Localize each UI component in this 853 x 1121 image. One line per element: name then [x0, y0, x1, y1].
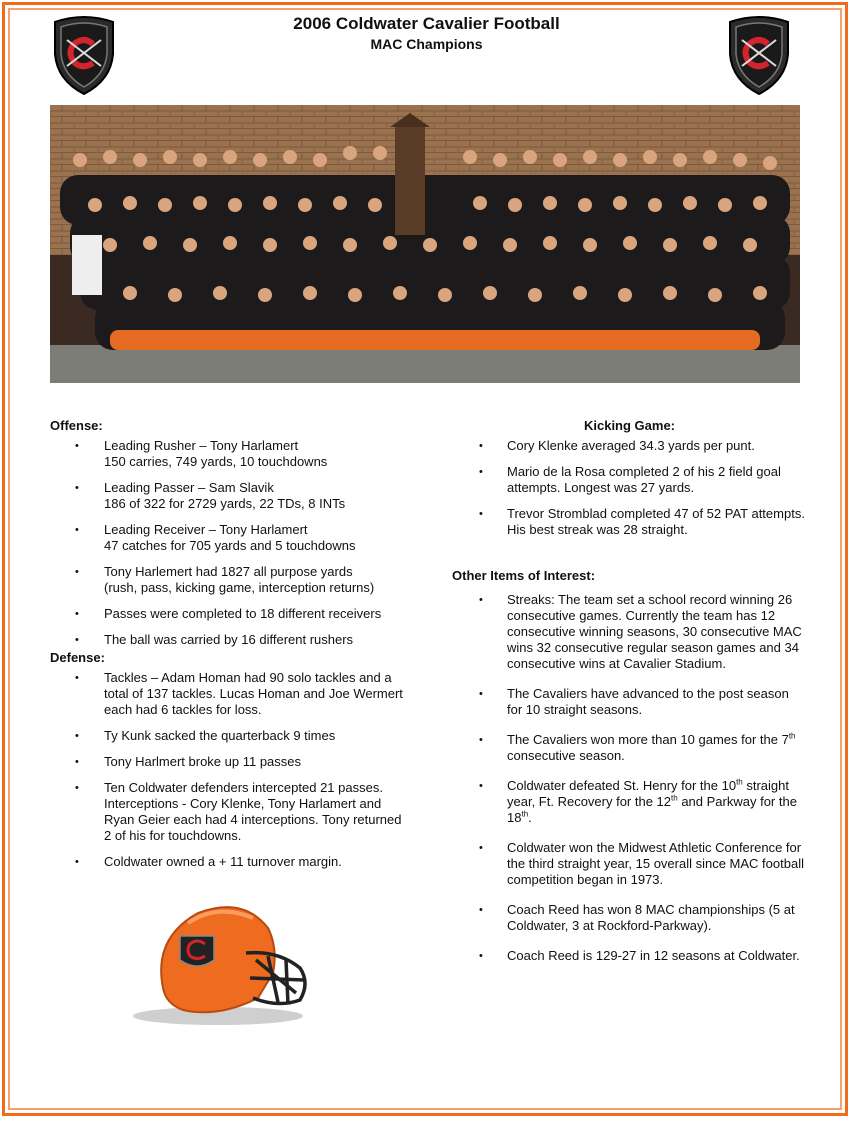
page-subtitle: MAC Champions: [370, 36, 483, 52]
list-item: • Coach Reed has won 8 MAC championships (5 at Coldwater, 3 at Rockford-Parkway).: [479, 902, 795, 933]
kicking-heading: Kicking Game:: [583, 418, 676, 433]
bullet-icon: •: [75, 782, 79, 794]
bullet-icon: •: [479, 842, 483, 854]
list-item: • The Cavaliers have advanced to the post season for 10 straight seasons.: [479, 686, 789, 717]
team-photo: [50, 105, 800, 383]
bullet-icon: •: [75, 440, 79, 452]
list-item: • Trevor Stromblad completed 47 of 52 PAT attempts. His best streak was 28 straight.: [479, 506, 805, 537]
bullet-icon: •: [75, 856, 79, 868]
defense-heading: Defense:: [50, 650, 105, 665]
helmet-icon: [128, 898, 318, 1028]
list-item: • Passes were completed to 18 different receivers: [75, 606, 382, 621]
list-item: • Leading Rusher – Tony Harlamert 150 carries, 749 yards, 10 touchdowns: [75, 438, 328, 469]
bullet-icon: •: [479, 734, 483, 746]
offense-heading: Offense:: [50, 418, 103, 433]
list-item: • Tony Harlmert broke up 11 passes: [75, 754, 302, 769]
bullet-icon: •: [479, 594, 483, 606]
list-item: • Tackles – Adam Homan had 90 solo tackles and a total of 137 tackles. Lucas Homan and Joe Wermert each had 6 tackles for loss.: [75, 670, 403, 717]
bullet-icon: •: [75, 524, 79, 536]
bullet-icon: •: [479, 688, 483, 700]
list-item: • Mario de la Rosa completed 2 of his 2 field goal attempts. Longest was 27 yards.: [479, 464, 781, 495]
list-item: • Leading Passer – Sam Slavik 186 of 322 for 2729 yards, 22 TDs, 8 INTs: [75, 480, 346, 511]
list-item: • Cory Klenke averaged 34.3 yards per punt.: [479, 438, 755, 453]
other-heading: Other Items of Interest:: [452, 568, 596, 583]
list-item: • The Cavaliers won more than 10 games for the 7th consecutive season.: [479, 731, 796, 763]
list-item: • Ty Kunk sacked the quarterback 9 times: [75, 728, 336, 743]
list-item: • Tony Harlemert had 1827 all purpose yards (rush, pass, kicking game, interception returns): [75, 564, 375, 595]
right-column: [452, 418, 807, 974]
bullet-icon: •: [75, 634, 79, 646]
bullet-icon: •: [479, 904, 483, 916]
page-title: 2006 Coldwater Cavalier Football: [293, 14, 560, 33]
bullet-icon: •: [479, 466, 483, 478]
list-item: • Coldwater won the Midwest Athletic Conference for the third straight year, 15 overall since MAC football competition began in 1973.: [479, 840, 804, 887]
list-item: • Leading Receiver – Tony Harlamert 47 catches for 705 yards and 5 touchdowns: [75, 522, 356, 553]
bullet-icon: •: [75, 608, 79, 620]
bullet-icon: •: [479, 780, 483, 792]
bullet-icon: •: [75, 566, 79, 578]
kicking-list: [452, 438, 807, 538]
bullet-icon: •: [75, 672, 79, 684]
left-column: [50, 418, 410, 880]
bullet-icon: •: [75, 756, 79, 768]
list-item: • Coldwater owned a + 11 turnover margin.: [75, 854, 342, 869]
bullet-icon: •: [479, 440, 483, 452]
list-item: • Streaks: The team set a school record winning 26 consecutive games. Currently the team has 12 consecutive winning seasons, 30 consecutive MAC wins 32 consecutive regular season games and 34 consecutive wins at Cavalier Stadium.: [479, 592, 802, 671]
list-item: • The ball was carried by 16 different rushers: [75, 632, 354, 647]
other-list: [452, 592, 807, 964]
list-item: • Ten Coldwater defenders intercepted 21 passes. Interceptions - Cory Klenke, Tony Harlamert and Ryan Geier each had 4 interceptions. Tony returned 2 of his for touchdowns.: [75, 780, 402, 843]
bullet-icon: •: [479, 950, 483, 962]
bullet-icon: •: [75, 730, 79, 742]
list-item: • Coach Reed is 129-27 in 12 seasons at Coldwater.: [479, 948, 800, 963]
bullet-icon: •: [75, 482, 79, 494]
bullet-icon: •: [479, 508, 483, 520]
list-item: • Coldwater defeated St. Henry for the 10th straight year, Ft. Recovery for the 12th and Parkway for the 18th.: [479, 777, 797, 825]
defense-list: [50, 670, 410, 870]
offense-list: [50, 438, 410, 648]
